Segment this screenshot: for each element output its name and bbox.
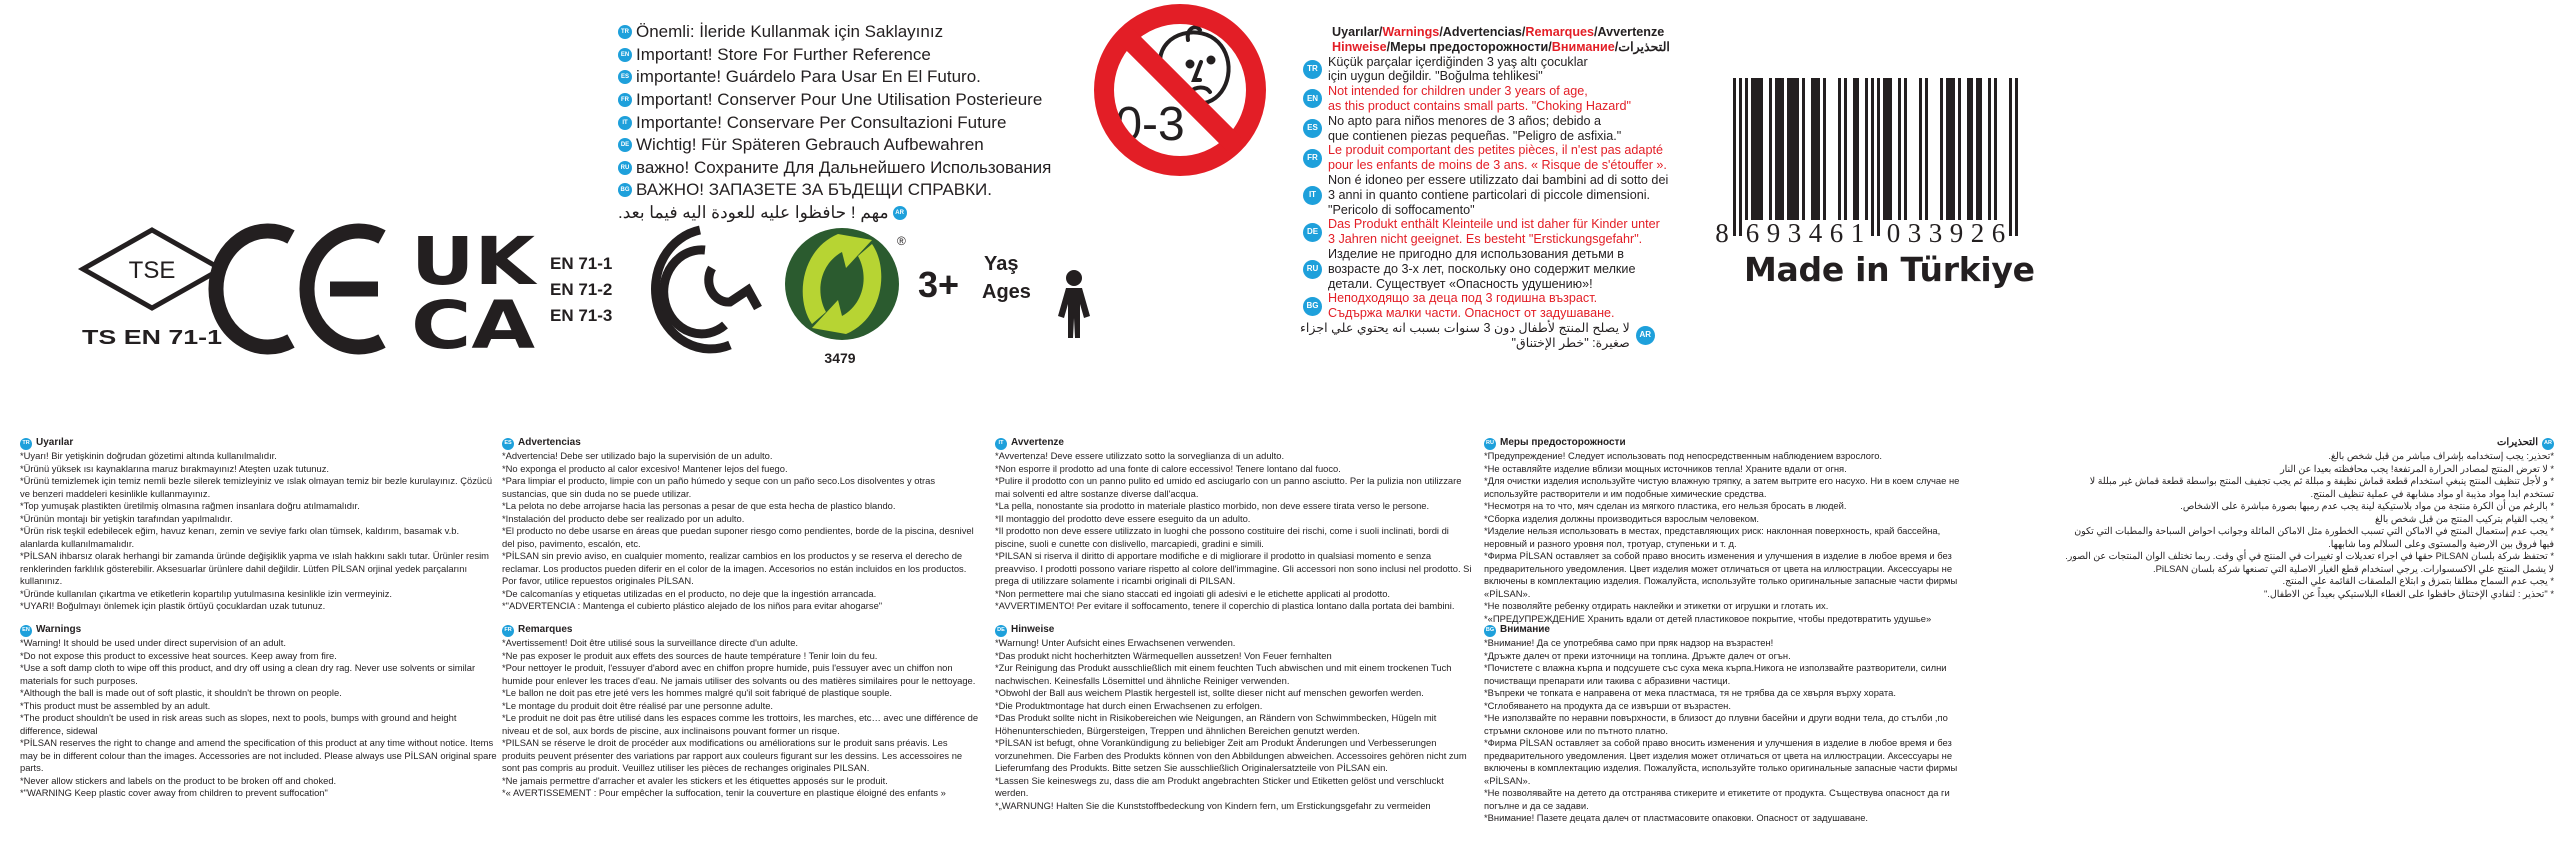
- barcode-digit: 8: [1715, 218, 1729, 248]
- language-badge-de: DE: [1303, 223, 1322, 242]
- language-badge-es: ES: [1303, 119, 1322, 138]
- barcode-bar: [1760, 78, 1763, 220]
- age-warning-es: [1300, 114, 1660, 144]
- barcode-bar: [1778, 78, 1781, 220]
- instruction-item: *Uyarı! Bir yetişkinin doğrudan gözetimi altında kullanılmalıdır.: [20, 450, 277, 461]
- age-warning-it: [1300, 172, 1669, 217]
- warning-line: صغيرة: "خطر الإختناق": [1511, 335, 1630, 350]
- notice-text: важно! Сохраните Для Дальнейшего Использования: [636, 157, 1052, 177]
- instruction-item: *Фирма PİLSAN оставляет за собой право вносить изменения и улучшения в изделие в любое время и без предварительного уведомления. Цвет изделия может отличаться от цвета на иллюстрации. Аксессуары не включены в комплектацию изделия. Пожалуйста, используйте только оригинальные запасные части фирмы «PİLSAN».: [1484, 737, 1958, 786]
- barcode-digit: 3: [1787, 218, 1802, 248]
- instruction-item: * يجب القيام بتركيب المنتج من قبل شخص بالغ: [2374, 512, 2554, 524]
- section-title: FR Remarques: [502, 624, 980, 637]
- instruction-item: *Non esporre il prodotto ad una fonte di calore eccessivo! Tenere lontano dal fuoco.: [995, 462, 1341, 474]
- heading-part: /التحذيرات: [1614, 39, 1670, 54]
- not-for-under-3-sign: [1090, 2, 1270, 182]
- heading-part: Uyarılar/: [1332, 25, 1383, 39]
- ean-barcode: [1700, 70, 2040, 250]
- barcode-digit: 4: [1808, 218, 1823, 248]
- instruction-item: *This product must be assembled by an adult.: [20, 699, 211, 711]
- language-badge-fr: FR: [618, 93, 632, 107]
- en-standards: [550, 254, 612, 325]
- section-title: DE Hinweise: [995, 624, 1473, 637]
- instruction-item: *Сборка изделия должны производиться взрослым человеком.: [1484, 512, 1760, 524]
- notice-text: Important! Conserver Pour Une Utilisation Posterieure: [636, 90, 1043, 110]
- instruction-item: *Изделие нельзя использовать в местах, представляющих риск: наклонная поверхность, край бассейна, неровный и разного уровня пол, тротуар, ступеньки и т. д.: [1484, 525, 1941, 549]
- instruction-item: *AVVERTIMENTO! Per evitare il soffocamento, tenere il coperchio di plastica lontano dalla portata dei bambini.: [995, 600, 1455, 611]
- svg-text:®: ®: [897, 234, 906, 248]
- warning-line: детали. Существует «Опасность удушению»!: [1328, 276, 1593, 291]
- warning-line: No apto para niños menores de 3 años; debido a: [1328, 113, 1602, 128]
- instruction-item: *Сглобяването на продукта да се извърши от възрастен.: [1484, 699, 1731, 711]
- storage-notice-de: [618, 134, 1098, 157]
- instruction-item: *Non permettere mai che siano staccati ed ingoiati gli adesivi e le etichette applicati al prodotto.: [995, 587, 1391, 599]
- green-dot-icon: [785, 228, 906, 366]
- storage-notice-fr: [618, 89, 1098, 112]
- language-badge-bg: BG: [1303, 297, 1322, 316]
- heading-part: /Advertencias/: [1439, 25, 1526, 39]
- language-badge-en: EN: [1303, 89, 1322, 108]
- warning-line: Le produit comportant des petites pièces, il n'est pas adapté: [1328, 143, 1663, 158]
- instruction-item: *Не позволявайте на детето да отстранява стикерите и етикетите от продукта. Съществува опасност да ги погълне и да се задави.: [1484, 787, 1950, 811]
- language-badge-en: EN: [618, 48, 632, 62]
- instructions-de: [995, 624, 1473, 812]
- notice-text: Önemli: İleride Kullanmak için Saklayınız: [636, 22, 944, 42]
- storage-notice-tr: [618, 21, 1098, 44]
- storage-notice-list: [618, 21, 1098, 224]
- svg-text:UK: UK: [411, 223, 539, 300]
- en-71-2: EN 71-2: [550, 280, 613, 299]
- instruction-item: *Предупреждение! Следует использовать под непосредственным наблюдением взрослого.: [1484, 450, 1883, 461]
- instruction-item: *Ne pas exposer le produit aux effets des sources de haute température ! Tenir loin du feu.: [502, 649, 878, 661]
- ukca-mark: [411, 223, 538, 364]
- instruction-item: *La pella, nonostante sia prodotto in materiale plastico morbido, non deve essere tirata verso le persone.: [995, 500, 1430, 511]
- instruction-item: *Pour nettoyer le produit, l'essuyer d'abord avec en chiffon propre humide, puis l'essuyer avec un chiffon non humide pour enlever les traces d'eau. Ne jamais utiliser des solvants ou des matières similaires pour le nettoyage.: [502, 662, 976, 686]
- language-badge-it: IT: [618, 116, 632, 130]
- instruction-item: *The product shouldn't be used in risk areas such as slopes, next to pools, bumps with ground and height difference, sidewal: [20, 712, 457, 736]
- warning-line: as this product contains small parts. "Choking Hazard": [1328, 98, 1631, 113]
- age-warning-block: [1300, 25, 1670, 351]
- tse-standard-label: TS EN 71-1: [82, 327, 222, 349]
- instruction-item: *Obwohl der Ball aus weichem Plastik hergestell ist, sollte dieser nicht auf menschen geworfen werden.: [995, 687, 1424, 698]
- language-badge-de: DE: [995, 625, 1007, 637]
- language-badge-ar: AR: [893, 206, 907, 220]
- instruction-item: *Le ballon ne doit pas etre jeté vers les hommes malgré qu'il soit fabriqué de plastique souple.: [502, 687, 893, 698]
- barcode-bar: [1781, 78, 1784, 220]
- green-dot-code: 3479: [824, 350, 856, 366]
- instruction-item: *Do not expose this product to excessive heat sources. Keep away from fire.: [20, 649, 337, 661]
- barcode-bar: [1871, 78, 1874, 236]
- barcode-bar: [1853, 78, 1856, 220]
- instruction-item: *PİLSAN ihbarsız olarak herhangi bir zamanda üründe değişiklik yapma ve ıslah hakkını saklı tutar. Ürünler resim renklerinden farklılık gösterebilir. Aksesuarlar ürünlere dahil değildir. Lütfen PİLSAN orjinal yedek parçalarını kullanınız.: [20, 550, 489, 586]
- barcode-digit: 9: [1766, 218, 1781, 248]
- notice-text: importante! Guárdelo Para Usar En El Futuro.: [636, 67, 981, 87]
- instruction-item: *PILSAN se réserve le droit de procéder aux modifications ou améliorations sur le produit sans préavis. Les produits peuvent présenter des variations par rapport aux couleurs figurant sur les dessins. Les accessoires ne sont pas compris au produit. Veuillez utiliser les pièces de rechanges originales PILSAN.: [502, 737, 963, 773]
- barcode-bar: [1754, 78, 1757, 220]
- instruction-item: *PİLSAN sin previo aviso, en cualquier momento, realizar cambios en los productos y se reserva el derecho de reclamar. Los productos pueden diferir en el color de la imagen. Accesorios no están incluidos en los productos. Por favor, utilice repuestos originales PİLSAN.: [502, 550, 967, 586]
- instruction-item: *Advertencia! Debe ser utilizado bajo la supervisión de un adulto.: [502, 450, 773, 461]
- section-title: TR Uyarılar: [20, 437, 498, 450]
- barcode-digit: 3: [1907, 218, 1922, 248]
- notice-text: Importante! Conservare Per Consultazioni Future: [636, 112, 1007, 132]
- tse-logo: [82, 230, 222, 349]
- instruction-item: *Почистете с влажна кърпа и подсушете със суха мека кърпа.Никога не използвайте разтворители, силни почистващи препарати или такива с абразивни частици.: [1484, 662, 1947, 686]
- warning-line: Съдържа малки части. Опасност от задушаване.: [1328, 306, 1615, 321]
- age-warning-ar: [1300, 320, 1652, 351]
- instruction-item: *« AVERTISSEMENT : Pour empêcher la suffocation, tenir la couverture en plastique éloigné des enfants »: [502, 787, 946, 798]
- heading-part: /Avvertenze: [1594, 25, 1665, 39]
- warning-line: Das Produkt enthält Kleinteile und ist daher für Kinder unter: [1328, 217, 1660, 232]
- instruction-item: *Il prodotto non deve essere utilizzato in luoghi che possono costituire dei rischi, come i suoli inclinati, bordi di piscine, suoli e cunette con dislivello, marcapiedi, gradini e simili.: [995, 525, 1449, 549]
- barcode-bar: [1952, 78, 1955, 220]
- certification-logos: [0, 220, 1110, 370]
- barcode-bar: [1790, 78, 1793, 220]
- instructions-en: [20, 624, 498, 800]
- instruction-item: *Avvertenza! Deve essere utilizzato sotto la sorveglianza di un adulto.: [995, 450, 1285, 461]
- barcode-digit: 9: [1949, 218, 1964, 248]
- warning-line: Неподходящо за деца под 3 годишна възраст.: [1328, 291, 1598, 306]
- instruction-item: *Warning! It should be used under direct supervision of an adult.: [20, 637, 286, 648]
- svg-text:Ages: Ages: [982, 281, 1031, 303]
- age-3-plus-badge: [918, 253, 1031, 305]
- ce-mark: [216, 231, 382, 347]
- instruction-item: *Несмотря на то что, мяч сделан из мягкого пластика, его нельзя бросать в людей.: [1484, 500, 1847, 511]
- barcode-bar: [1769, 78, 1772, 220]
- language-badge-ru: RU: [1484, 438, 1496, 450]
- language-badge-ar: AR: [2542, 438, 2554, 450]
- instruction-item: *Не използвайте по неравни повърхности, в близост до плувни басейни и други водни тела, до стълби ,по стръмни склонове или по пътното платно.: [1484, 712, 1948, 736]
- instruction-item: *Instalación del producto debe ser realizado por un adulto.: [502, 512, 745, 524]
- instruction-item: *Не позволяйте ребенку отдирать наклейки и этикетки от игрушки и глотать их.: [1484, 600, 1829, 611]
- language-badge-fr: FR: [1303, 149, 1322, 168]
- instruction-item: * لا تعرض المنتج لمصادر الحرارة المرتفعة! يجب محافظته بعيدا عن النار: [2280, 462, 2554, 474]
- warning-line: 3 anni in quanto contiene particolari di piccole dimensioni.: [1328, 187, 1651, 202]
- instruction-item: *Never allow stickers and labels on the product to be broken off and choked.: [20, 774, 337, 786]
- instruction-item: *Die Produktmontage hat durch einen Erwachsenen zu erfolgen.: [995, 699, 1263, 711]
- instruction-item: *Ürünü temizlemek için temiz nemli bezle silerek temizleyiniz ve ıslak olmayan temiz bir bezle kurulayınız. Çözücü ve benzeri maddeleri kesinlikle kullanmayınız.: [20, 475, 493, 499]
- en-71-1: EN 71-1: [550, 254, 613, 273]
- age-warning-tr: [1300, 55, 1660, 85]
- instruction-item: *Use a soft damp cloth to wipe off this product, and dry off using a clean dry rag. Never use solvents or similar materials for such purposes.: [20, 662, 476, 686]
- warning-line: için uygun değildir. "Boğulma tehlikesi": [1328, 69, 1543, 84]
- barcode-bar: [1865, 78, 1868, 220]
- instruction-item: *PILSAN si riserva il diritto di apportare modifiche e di migliorare il prodotto in qualsiasi momento e senza preavviso. I prodotti possono variare rispetto al colore dell'immagine. Gli accessori non sono inclusi nel prodotto. Si prega di utilizzare solamente i ricambi originali di PILSAN.: [995, 550, 1472, 586]
- language-badge-ar: AR: [1636, 326, 1655, 345]
- barcode-bar: [1787, 78, 1790, 220]
- heading-part: Remarques: [1525, 25, 1595, 39]
- instruction-item: *PİLSAN reserves the right to change and amend the specification of this product at any time without notice. Items may be in different colour than the images. Accessories are not included. Please always use PİLSAN original spare parts.: [20, 737, 497, 773]
- language-badge-es: ES: [502, 438, 514, 450]
- instruction-item: *El producto no debe usarse en áreas que puedan suponer riesgo como pendientes, borde de la piscina, desnivel del piso, pavimento, escalón, etc.: [502, 525, 974, 549]
- instruction-item: *Ne jamais permettre d'arracher et avaler les stickers et les étiquettes apposés sur le produit.: [502, 774, 888, 786]
- tse-text: TSE: [128, 257, 176, 284]
- instruction-item: *Zur Reinigung das Produkt ausschließlich mit einem feuchten Tuch abwischen und mit einem trockenen Tuch nachwischen. Keinesfalls Lösemittel und ähnliche Reiniger verwenden.: [995, 662, 1452, 686]
- instruction-item: *"WARNING Keep plastic cover away from children to prevent suffocation": [20, 787, 328, 798]
- barcode-bar: [1739, 78, 1742, 236]
- barcode-digit: 2: [1970, 218, 1985, 248]
- instruction-item: *Üründe kullanılan çıkartma ve etiketlerin kopartılıp yutulmasına kesinlikle izin vermeyiniz.: [20, 587, 393, 599]
- barcode-bar: [1886, 78, 1889, 220]
- instruction-item: *Although the ball is made out of soft plastic, it shouldn't be thrown on people.: [20, 687, 342, 698]
- instruction-item: *«ПРЕДУПРЕЖДЕНИЕ Хранить вдали от детей пластиковое покрытие, чтобы предотвратить удушье»: [1484, 612, 1932, 624]
- section-title: AR التحذيرات: [2060, 437, 2554, 450]
- language-badge-bg: BG: [618, 183, 632, 197]
- section-title: RU Меры предосторожности: [1484, 437, 1962, 450]
- storage-notice-it: [618, 111, 1098, 134]
- language-badge-de: DE: [618, 138, 632, 152]
- notice-text: مهم ! حافظوا عليه للعودة اليه فيما بعد.: [618, 203, 889, 223]
- instructions-es: [502, 437, 980, 613]
- instruction-item: *La pelota no debe arrojarse hacia las personas a pesar de que esta hecha de plastico blando.: [502, 500, 896, 511]
- section-title: BG Внимание: [1485, 624, 1550, 636]
- barcode-bar: [1940, 78, 1943, 220]
- barcode-bar: [1796, 78, 1799, 220]
- instruction-item: *Warnung! Unter Aufsicht eines Erwachsenen verwenden.: [995, 637, 1236, 648]
- language-badge-bg: BG: [1484, 625, 1496, 637]
- heading-part: Warnings: [1382, 25, 1440, 39]
- svg-text:CA: CA: [411, 287, 535, 364]
- language-badge-fr: FR: [502, 625, 514, 637]
- svg-text:Yaş: Yaş: [984, 253, 1019, 275]
- instructions-ar: [2060, 437, 2554, 600]
- language-badge-it: IT: [1303, 186, 1322, 205]
- instruction-item: *Le montage du produit doit être réalisé par une personne adulte.: [502, 699, 774, 711]
- barcode-bar: [1970, 78, 1973, 220]
- instruction-item: *Ürün risk teşkil edebilecek eğim, havuz kenarı, zemin ve seviye farkı olan tümsek, kaldırım, basamak v.b. alanlarda kullanılmamalıdır.: [20, 525, 460, 549]
- instruction-item: *Avertissement! Doit être utilisé sous la surveillance directe d'un adulte.: [502, 637, 799, 648]
- language-badge-ru: RU: [618, 161, 632, 175]
- instruction-item: *تحذير: يجب إستخدامه بإشراف مباشر من قبل شخص بالغ.: [2328, 450, 2554, 461]
- instruction-item: *Не оставляйте изделие вблизи мощных источников тепла! Храните вдали от огня.: [1484, 462, 1847, 474]
- en-71-3: EN 71-3: [550, 306, 613, 325]
- barcode-bar: [1775, 78, 1778, 220]
- barcode-bar: [1817, 78, 1820, 220]
- warning-line: возрасте до 3-х лет, поскольку оно содержит мелкие: [1328, 261, 1636, 276]
- language-badge-es: ES: [618, 70, 632, 84]
- notice-text: ВАЖНО! ЗАПАЗЕТЕ ЗА БЪДЕЩИ СПРАВКИ.: [636, 180, 992, 200]
- instruction-item: * تحتفظ شركة بلسان PiLSAN حقها في اجراء تعديلات او تغييرات في المنتج في أي وقت. ربما تختلف الوان المنتجات عن الصور. لا يشمل المنتج علي الاكسسوارات. يرجي استخدام قطع الغيار الاصلية التي تصنعها شركة بلسان PiLSAN.: [2065, 550, 2554, 574]
- recycling-c-icon: [656, 230, 758, 349]
- warning-heading: [1300, 39, 1670, 55]
- storage-notice-ru: [618, 157, 1098, 180]
- barcode-bar: [1793, 78, 1796, 220]
- instructions-fr: [502, 624, 980, 800]
- section-title: IT Avvertenze: [995, 437, 1473, 450]
- instruction-item: *Le produit ne doit pas être utilisé dans les espaces comme les trottoirs, les marches, etc… avec une différence de niveau et de sol, aux bords de piscine, aux inclinaisons pouvant former un risque.: [502, 712, 979, 736]
- instruction-item: *Das Produkt sollte nicht in Risikobereichen wie Neigungen, an Rändern von Schwimmbecken, Hügeln mit Höhenunterschieden, Bürgersteigen, Treppen und ähnlichen Bereichen genutzt werden.: [995, 712, 1437, 736]
- section-title: ES Advertencias: [502, 437, 980, 450]
- section-title: EN Warnings: [20, 624, 498, 637]
- instruction-item: *Дръжте далеч от преки източници на топлина. Дръжте далеч от огън.: [1484, 649, 1791, 661]
- instruction-item: *Das produkt nicht hocherhitzten Wärmequellen aussetzen! Von Feuer fernhalten: [995, 649, 1332, 661]
- barcode-digit: 6: [1991, 218, 2006, 248]
- instruction-item: *Внимание! Пазете децата далеч от пластмасовите опаковки. Опасност от задушаване.: [1484, 812, 1869, 823]
- heading-part: Hinweise: [1332, 39, 1387, 54]
- instruction-item: * بالرغم من أن الكرة منتجة من مواد بلاستيكية لينة يجب عدم رميها بصورة مباشرة على الاشخاص.: [2180, 500, 2554, 511]
- warning-line: 3 Jahren nicht geeignet. Es besteht "Erstickungsgefahr".: [1328, 232, 1643, 247]
- language-badge-en: EN: [20, 625, 32, 637]
- heading-part: Внимание: [1551, 39, 1615, 54]
- notice-text: Important! Store For Further Reference: [636, 44, 931, 64]
- instructions-ru: [1484, 437, 1962, 625]
- instruction-item: *Для очистки изделия используйте чистую влажную тряпку, а затем вытрите его насухо. Ни в коем случае не используйте растворители и им подобные химические средства.: [1484, 475, 1960, 499]
- barcode-bar: [1733, 78, 1736, 236]
- barcode-bar: [1988, 78, 1991, 220]
- storage-notice-es: [618, 66, 1098, 89]
- age-range-label: 0-3: [1115, 98, 1185, 151]
- barcode-bar: [1838, 78, 1841, 220]
- barcode-bar: [1814, 78, 1817, 220]
- instruction-item: *PİLSAN ist befugt, ohne Vorankündigung zu beliebiger Zeit am Produkt Änderungen und Verbesserungen vorzunehmen. Die Farben des Produkts können von den Abbildungen abweichen. Accessoires gehören nicht zum Lieferumfang des Produkts. Bitte setzen Sie ausschließlich Originalersatzteile von PİLSAN ein.: [995, 737, 1467, 773]
- instruction-item: *Фирма PİLSAN оставляет за собой право вносить изменения и улучшения в изделие в любое время и без предварительного уведомления. Цвет изделия может отличаться от цвета на иллюстрации. Аксессуары не включены в комплектацию изделия. Пожалуйста, используйте только оригинальные запасные части фирмы «PİLSAN».: [1484, 550, 1958, 599]
- instruction-item: *Ürünü yüksek ısı kaynaklarına maruz bırakmayınız! Ateşten uzak tutunuz.: [20, 462, 329, 474]
- svg-text:3+: 3+: [918, 264, 960, 305]
- barcode-bar: [2009, 78, 2012, 236]
- barcode-bar: [1883, 78, 1886, 220]
- warning-line: que contienen piezas pequeñas. "Peligro de asfixia.": [1328, 128, 1622, 143]
- age-warning-en: [1300, 84, 1660, 114]
- barcode-bar: [1751, 78, 1754, 220]
- instruction-item: *Lassen Sie keineswegs zu, dass die am Produkt angebrachten Sticker und Etiketten gelöst und verschluckt werden.: [995, 774, 1444, 798]
- instruction-item: *Внимание! Да се употребява само при пряк надзор на възрастен!: [1484, 637, 1774, 648]
- barcode-digit: 1: [1850, 218, 1865, 248]
- barcode-bar: [1898, 78, 1901, 220]
- warning-line: pour les enfants de moins de 3 ans. « Risque de s'étouffer ».: [1328, 158, 1667, 173]
- storage-notice-en: [618, 44, 1098, 67]
- barcode-bar: [1856, 78, 1859, 220]
- barcode-bar: [1889, 78, 1892, 220]
- barcode-bar: [1994, 78, 1997, 220]
- language-badge-tr: TR: [1303, 60, 1322, 79]
- instruction-item: * يجب عدم السماح مطلقا بتمزق و ابتلاع الملصقات القائمة علي المنتج.: [2282, 575, 2554, 586]
- barcode-digit: 6: [1829, 218, 1844, 248]
- warning-line: Non é idoneo per essere utilizzato dai bambini ad di sotto dei: [1328, 172, 1669, 187]
- instruction-item: *Il montaggio del prodotto deve essere eseguito da un adulto.: [995, 512, 1251, 524]
- instructions-tr: [20, 437, 498, 613]
- instructions-bg: [1484, 624, 1962, 825]
- barcode-digit: 3: [1928, 218, 1943, 248]
- instruction-item: * و لأجل تنظيف المنتج ينبغي استخدام قطعة قماش نظيفة و مبللة ثم يجب تجفيف المنتج بواسطة قطعة قماش غير مبللة لا تستخدم ابدا مواد مذيبة او مواد مشابهة في عملية تنظيف المنتج.: [2089, 475, 2554, 499]
- instruction-item: *No exponga el producto al calor excesivo! Mantener lejos del fuego.: [502, 462, 788, 474]
- barcode-bar: [1904, 78, 1907, 220]
- warning-line: "Pericolo di soffocamento": [1328, 202, 1475, 217]
- instruction-item: * "تحذير : لتفادي الإختناق حافظوا على الغطاء البلاستيكي بعيداً عن الاطفال.": [2263, 587, 2554, 599]
- instruction-item: *De calcomanías y etiquetas utilizadas en el producto, no deje que la ingestión arrancada.: [502, 587, 877, 599]
- language-badge-it: IT: [995, 438, 1007, 450]
- made-in-label: Made in Türkiye: [1744, 250, 2035, 289]
- barcode-digit: 6: [1745, 218, 1760, 248]
- barcode-bar: [1844, 78, 1847, 220]
- instruction-item: *Top yumuşak plastikten üretilmiş olmasına rağmen insanlara doğru atılmamalıdır.: [20, 500, 360, 511]
- barcode-bar: [1757, 78, 1760, 220]
- instructions-it: [995, 437, 1473, 613]
- barcode-bar: [1877, 78, 1880, 236]
- barcode-bar: [1925, 78, 1928, 220]
- barcode-bar: [1811, 78, 1814, 220]
- barcode-bar: [1823, 78, 1826, 220]
- instruction-item: *UYARI! Boğulmayı önlemek için plastik örtüyü çocuklardan uzak tutunuz.: [20, 600, 326, 611]
- child-figure-icon: [1058, 270, 1090, 338]
- barcode-bar: [1967, 78, 1970, 220]
- barcode-bar: [1979, 78, 1982, 220]
- age-warning-ru: [1300, 247, 1660, 291]
- barcode-digit: 0: [1886, 218, 1901, 248]
- warning-line: Küçük parçalar içerdiğinden 3 yaş altı çocuklar: [1328, 54, 1588, 69]
- instruction-item: *Para limpiar el producto, limpie con un paño húmedo y seque con un paño seco.Los disolventes y otras sustancias, que sin duda no se puede utilizar.: [502, 475, 936, 499]
- instruction-item: *"ADVERTENCIA : Mantenga el cubierto plástico alejado de los niños para evitar ahogarse": [502, 600, 883, 611]
- instruction-item: *Pulire il prodotto con un panno pulito ed umido ed asciugarlo con un panno asciutto. Per la pulizia non utilizzare mai solventi ed altre sostanze diverse dall'acqua.: [995, 475, 1462, 499]
- warning-heading: [1300, 25, 1665, 40]
- warning-line: Not intended for children under 3 years of age,: [1328, 84, 1588, 99]
- heading-part: /Меры предосторожности/: [1386, 39, 1552, 54]
- barcode-bar: [1958, 78, 1961, 220]
- warning-line: Изделие не пригодно для использования детьми в: [1328, 246, 1624, 261]
- barcode-bar: [1745, 78, 1748, 220]
- language-badge-tr: TR: [20, 438, 32, 450]
- instruction-item: *Въпреки че топката е направена от мека пластмаса, тя не трябва да се хвърля върху хората.: [1484, 687, 1896, 698]
- language-badge-ru: RU: [1303, 260, 1322, 279]
- age-warning-fr: [1300, 143, 1667, 173]
- instruction-item: *Ürünün montajı bir yetişkin tarafından yapılmalıdır.: [20, 512, 233, 524]
- barcode-bar: [1802, 78, 1805, 220]
- age-warning-bg: [1300, 291, 1660, 321]
- barcode-bar: [1919, 78, 1922, 220]
- notice-text: Wichtig! Für Späteren Gebrauch Aufbewahren: [636, 135, 984, 155]
- barcode-bar: [2015, 78, 2018, 236]
- storage-notice-bg: [618, 179, 1098, 202]
- age-warning-de: [1300, 217, 1660, 247]
- barcode-bar: [1949, 78, 1952, 220]
- warning-line: لا يصلح المنتج لأطفال دون 3 سنوات بسبب انه يحتوي علي اجزاء: [1300, 320, 1630, 335]
- instruction-item: *„WARNUNG! Halten Sie die Kunststoffbedeckung von Kindern fern, um Erstickungsgefahr zu vermeiden: [995, 799, 1431, 811]
- barcode-bar: [1976, 78, 1979, 220]
- instruction-item: * يجب عدم إستعمال المنتج في الاماكن التي تسبب الخطورة مثل الاماكن المائلة وجوانب احواض السباحة والمطبات التي تكون فيها فروق بين الارضية والمستوى وعلى السلالم وما شابهها.: [2074, 525, 2554, 549]
- barcode-bar: [1946, 78, 1949, 220]
- language-badge-tr: TR: [618, 25, 632, 39]
